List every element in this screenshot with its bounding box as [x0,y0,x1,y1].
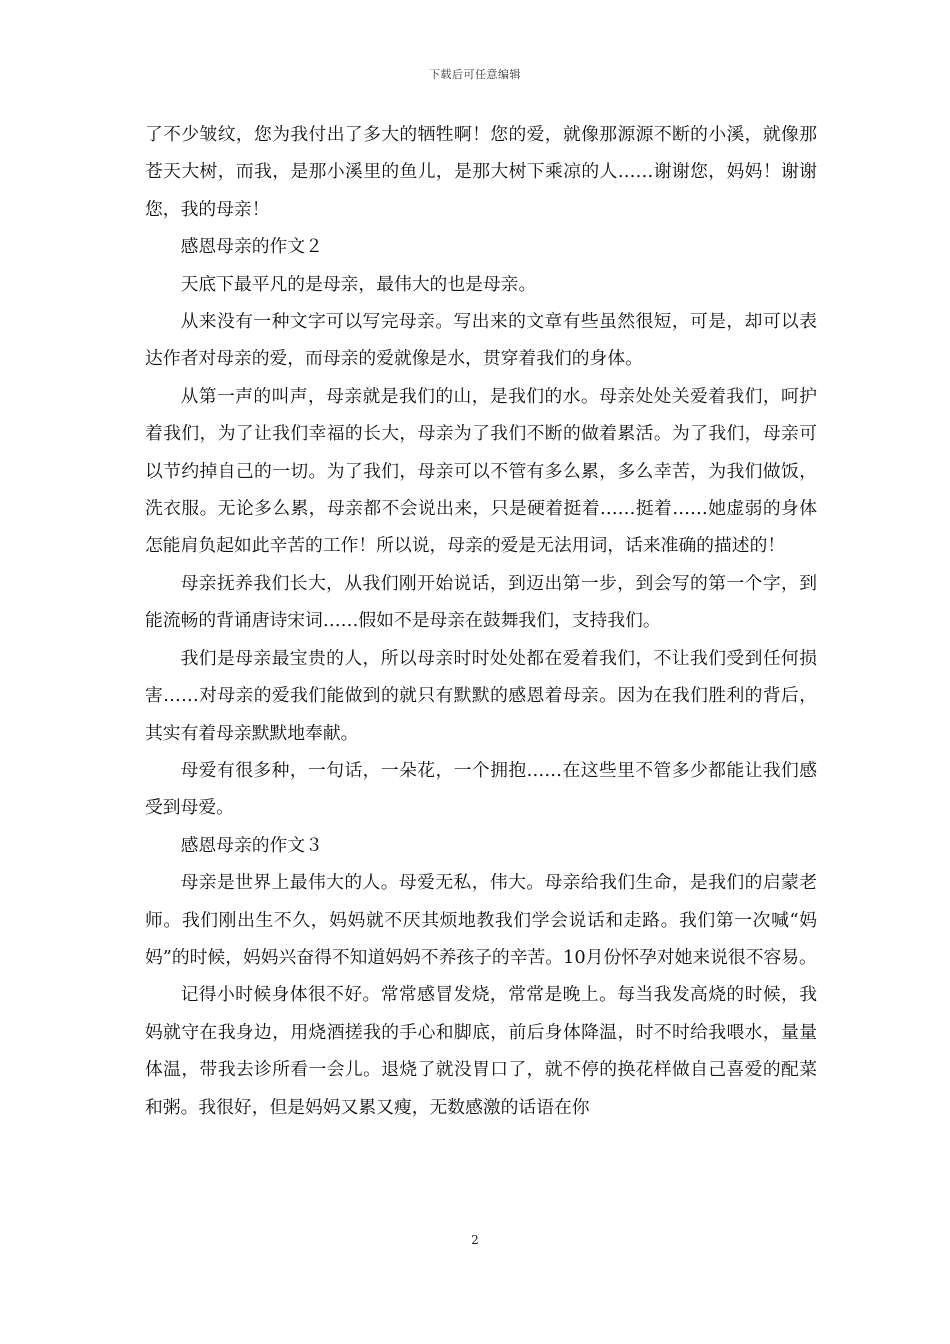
page-number: 2 [471,1233,479,1247]
document-body [145,116,817,1126]
section-heading: 感恩母亲的作文２ [180,236,323,258]
paragraph: 记得小时候身体很不好。常常感冒发烧，常常是晚上。每当我发高烧的时候，我妈就守在我身边，用烧酒搓我的手心和脚底，前后身体降温，时不时给我喂水，量量体温，带我去诊所看一会儿。退烧了就没胃口了，就不停的换花样做自己喜爱的配菜和粥。我很好，但是妈妈又累又瘦，无数感激的话语在你 [145,984,817,1118]
section-heading: 感恩母亲的作文３ [180,834,323,856]
paragraph: 母亲抚养我们长大，从我们刚开始说话，到迈出第一步，到会写的第一个字，到能流畅的背诵唐诗宋词……假如不是母亲在鼓舞我们，支持我们。 [145,572,817,632]
page-header: 下载后可任意编辑 [429,68,521,81]
paragraph: 从第一声的叫声，母亲就是我们的山，是我们的水。母亲处处关爱着我们，呵护着我们，为了让我们幸福的长大，母亲为了我们不断的做着累活。为了我们，母亲可以节约掉自己的一切。为了我们，母亲可以不管有多么累，多么幸苦，为我们做饭，洗衣服。无论多么累，母亲都不会说出来，只是硬着挺着……挺着……她虚弱的身体怎能肩负起如此辛苦的工作！所以说，母亲的爱是无法用词，话来准确的描述的！ [145,385,817,557]
paragraph: 天底下最平凡的是母亲，最伟大的也是母亲。 [180,273,537,295]
paragraph: 母亲是世界上最伟大的人。母爱无私，伟大。母亲给我们生命，是我们的启蒙老师。我们刚出生不久，妈妈就不厌其烦地教我们学会说话和走路。我们第一次喊“妈妈”的时候，妈妈兴奋得不知道妈妈不养孩子的辛苦。10月份怀孕对她来说很不容易。 [145,872,817,968]
paragraph: 我们是母亲最宝贵的人，所以母亲时时处处都在爱着我们，不让我们受到任何损害……对母亲的爱我们能做到的就只有默默的感恩着母亲。因为在我们胜利的背后，其实有着母亲默默地奉献。 [145,647,817,744]
paragraph: 母爱有很多种，一句话，一朵花，一个拥抱……在这些里不管多少都能让我们感受到母爱。 [145,759,817,819]
paragraph: 从来没有一种文字可以写完母亲。写出来的文章有些虽然很短，可是，却可以表达作者对母亲的爱，而母亲的爱就像是水，贯穿着我们的身体。 [145,311,817,370]
paragraph: 了不少皱纹，您为我付出了多大的牺牲啊！您的爱，就像那源源不断的小溪，就像那苍天大树，而我，是那小溪里的鱼儿，是那大树下乘凉的人……谢谢您，妈妈！谢谢您，我的母亲！ [145,124,817,220]
